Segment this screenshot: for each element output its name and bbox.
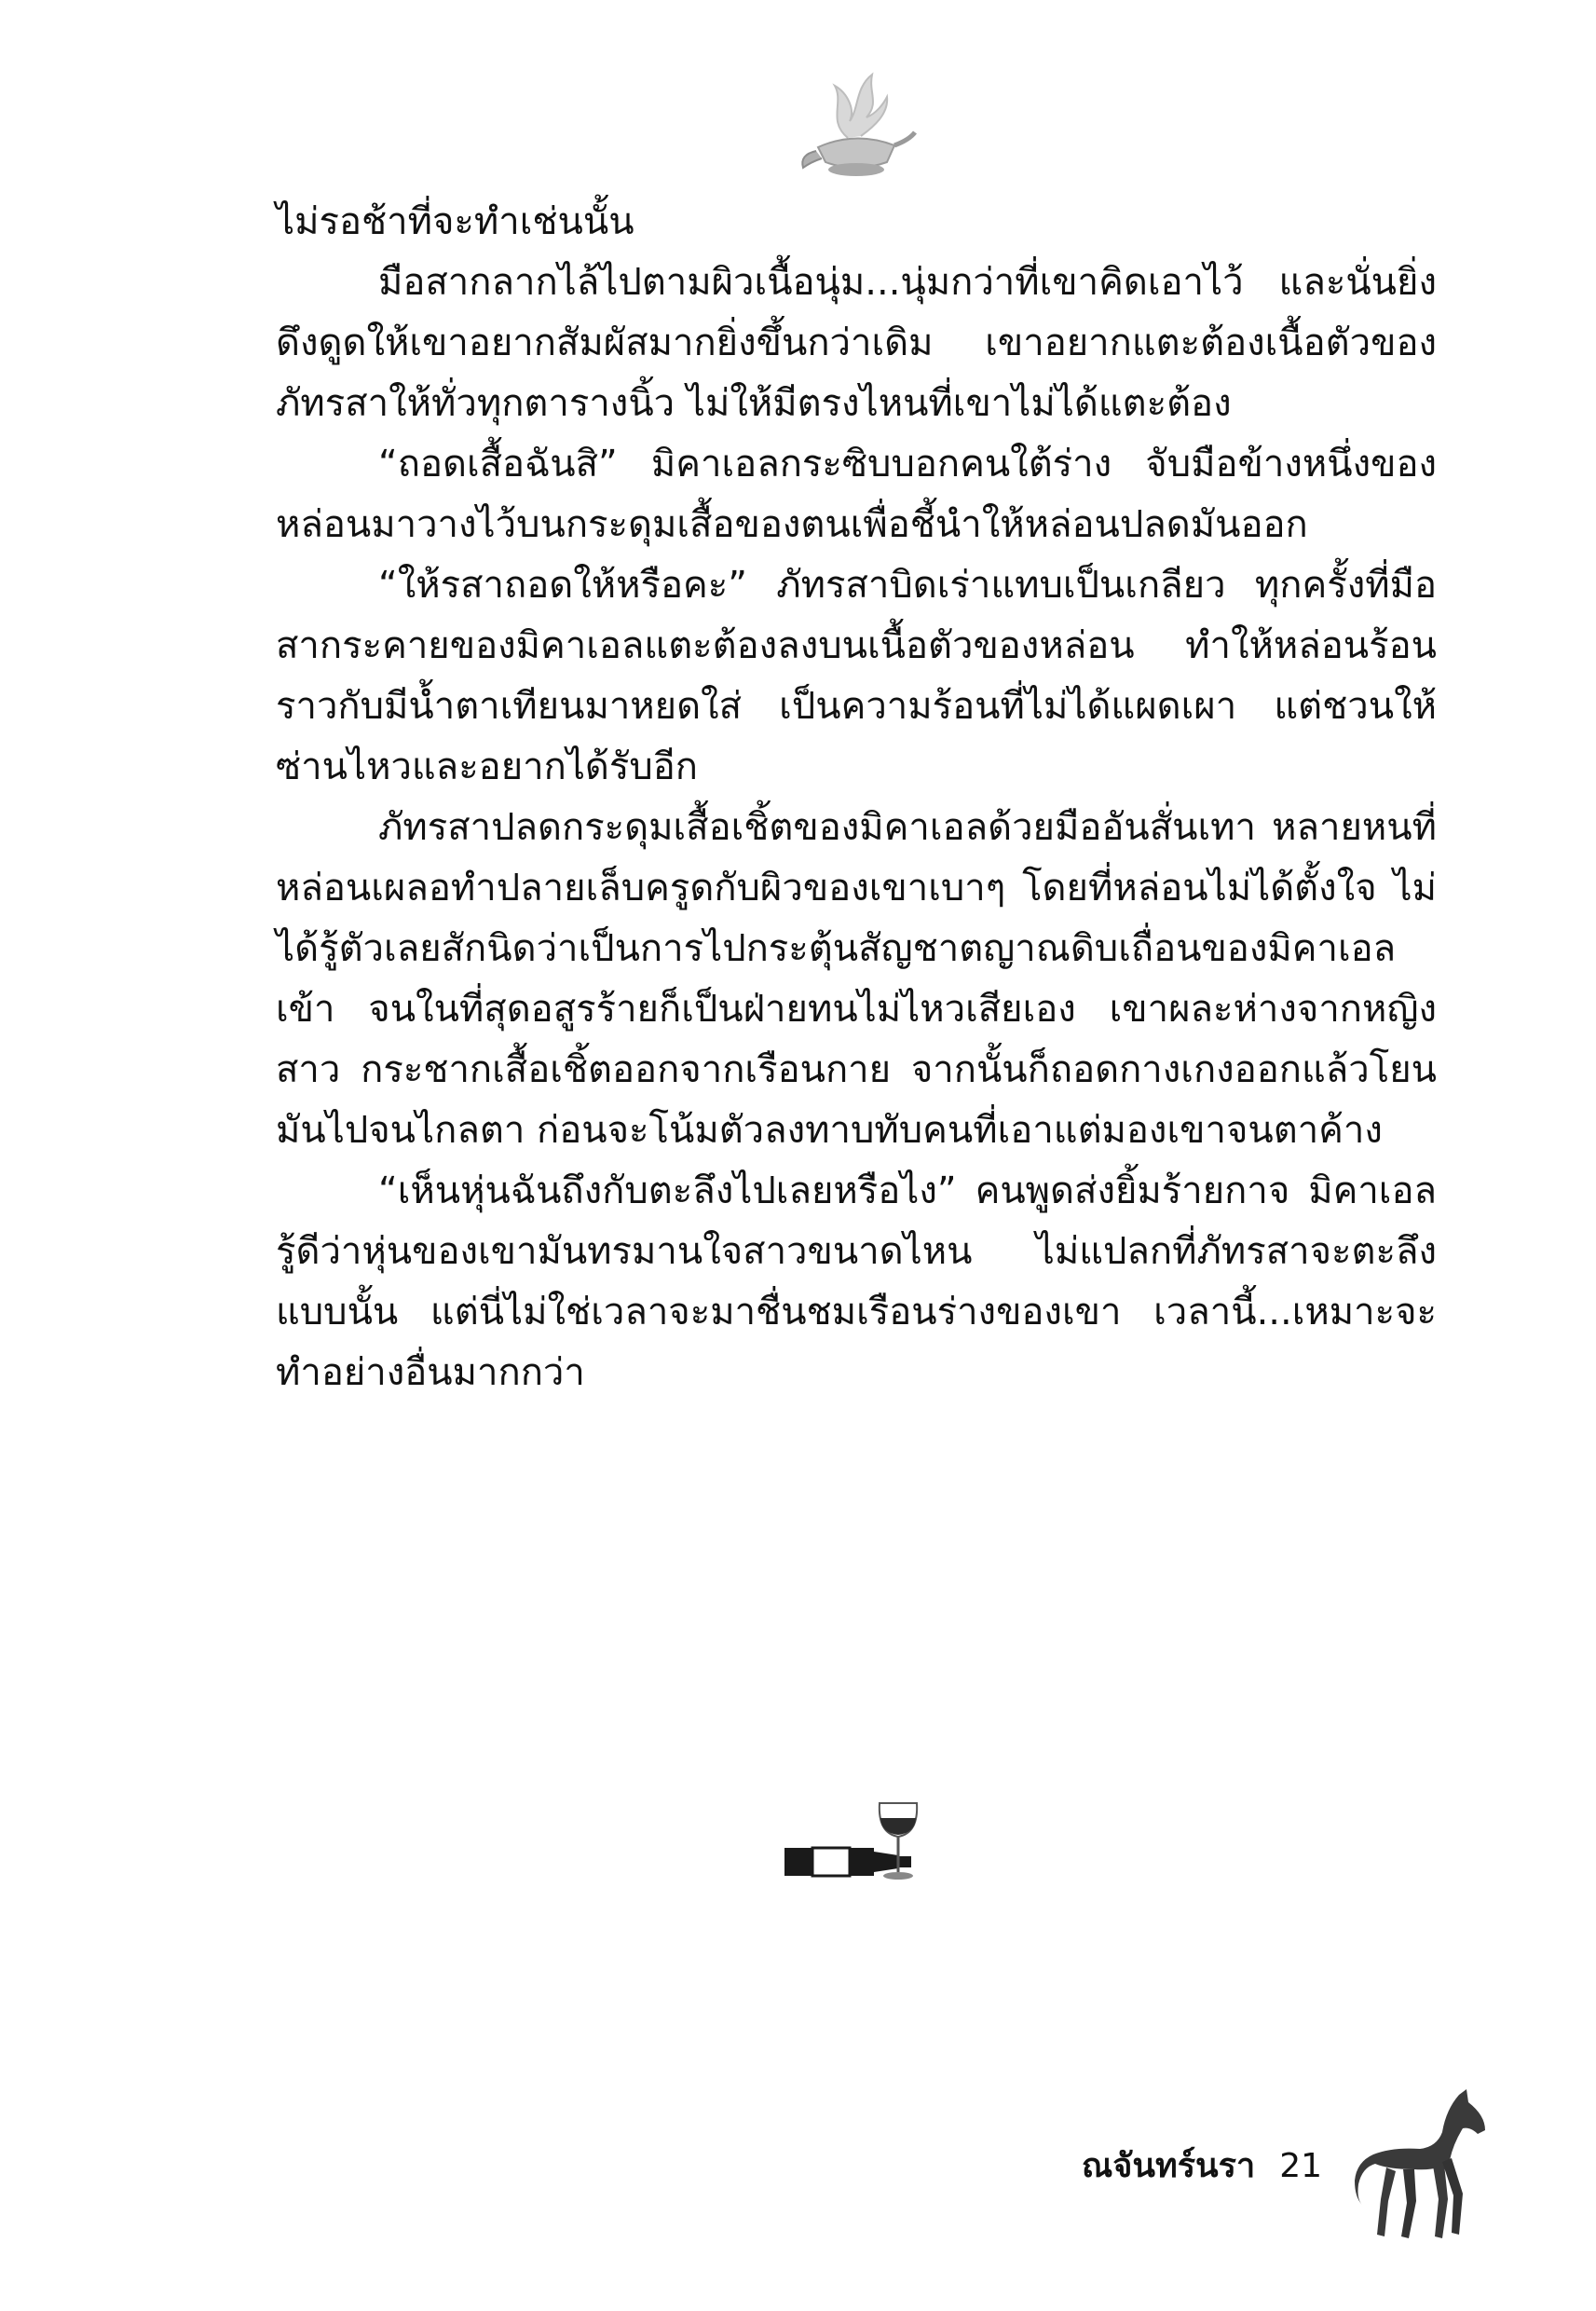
paragraph: มือสากลากไล้ไปตามผิวเนื้อนุ่ม...นุ่มกว่าที่เขาคิดเอาไว้ และนั่นยิ่งดึงดูดให้เขาอยากสัมผัสมากยิ่งขึ้นกว่าเดิม เขาอยากแตะต้องเนื้อตัวของภัทรสาให้ทั่วทุกตารางนิ้ว ไม่ให้มีตรงไหนที่เขาไม่ได้แตะต้อง bbox=[276, 261, 1437, 425]
wine-bottle-and-glass-icon bbox=[779, 1794, 947, 1896]
page-footer bbox=[1082, 2139, 1322, 2192]
paragraph: “ให้รสาถอดให้หรือคะ” ภัทรสาบิดเร่าแทบเป็นเกลียว ทุกครั้งที่มือสากระคายของมิคาเอลแตะต้องลงบนเนื้อตัวของหล่อน ทำให้หล่อนร้อนราวกับมีน้ำตาเทียนมาหยดใส่ เป็นความร้อนที่ไม่ได้แผดเผา แต่ชวนให้ซ่านไหวและอยากได้รับอีก bbox=[276, 564, 1437, 788]
page-number: 21 bbox=[1279, 2147, 1322, 2185]
author-name: ณจันทร์นรา bbox=[1081, 2147, 1256, 2185]
paragraph: ไม่รอช้าที่จะทำเช่นนั้น bbox=[276, 200, 634, 243]
paragraph: “เห็นหุ่นฉันถึงกับตะลึงไปเลยหรือไง” คนพูดส่งยิ้มร้ายกาจ มิคาเอลรู้ดีว่าหุ่นของเขามันทรมานใจสาวขนาดไหน ไม่แปลกที่ภัทรสาจะตะลึงแบบนั้น แต่นี่ไม่ใช่เวลาจะมาชื่นชมเรือนร่างของเขา เวลานี้...เหมาะจะทำอย่างอื่นมากกว่า bbox=[276, 1169, 1437, 1394]
horse-icon bbox=[1349, 2087, 1489, 2246]
paragraph: ภัทรสาปลดกระดุมเสื้อเชิ้ตของมิคาเอลด้วยมืออันสั่นเทา หลายหนที่หล่อนเผลอทำปลายเล็บครูดกับผิวของเขาเบาๆ โดยที่หล่อนไม่ได้ตั้งใจ ไม่ได้รู้ตัวเลยสักนิดว่าเป็นการไปกระตุ้นสัญชาตญาณดิบเถื่อนของมิคาเอลเข้า จนในที่สุดอสูรร้ายก็เป็นฝ่ายทนไม่ไหวเสียเอง เขาผละห่างจากหญิงสาว กระชากเสื้อเชิ้ตออกจากเรือนกาย จากนั้นก็ถอดกางเกงออกแล้วโยนมันไปจนไกลตา ก่อนจะโน้มตัวลงทาบทับคนที่เอาแต่มองเขาจนตาค้าง bbox=[276, 806, 1437, 1152]
body-text bbox=[276, 192, 1437, 1403]
paragraph: “ถอดเสื้อฉันสิ” มิคาเอลกระซิบบอกคนใต้ร่าง จับมือข้างหนึ่งของหล่อนมาวางไว้บนกระดุมเสื้อของตนเพื่อชี้นำให้หล่อนปลดมันออก bbox=[276, 443, 1437, 546]
lamp-with-smoke-icon bbox=[790, 65, 921, 186]
